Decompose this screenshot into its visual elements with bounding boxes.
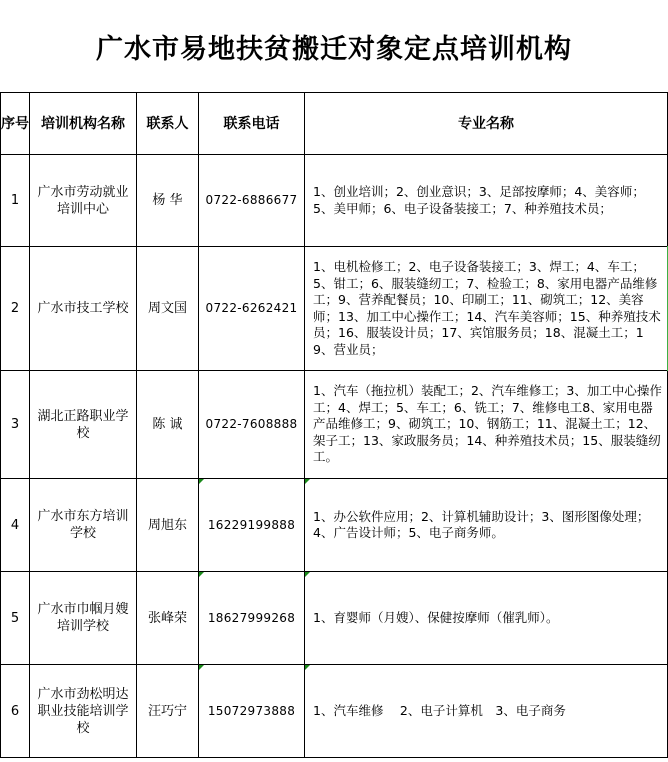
- cell-seq: 2: [1, 247, 30, 371]
- cell-specialty: 1、创业培训；2、创业意识；3、足部按摩师；4、美容师；5、美甲师；6、电子设备装接工；7、种养殖技术员；: [305, 155, 668, 247]
- table-row: [1, 572, 668, 665]
- table-header-row: [1, 93, 668, 155]
- cell-specialty: 1、电机检修工；2、电子设备装接工；3、焊工；4、车工；5、钳工；6、服装缝纫工；7、检验工；8、家用电器产品维修工；9、营养配餐员；10、印刷工；11、砌筑工；12、美容师；13、加工中心操作工；14、汽车美容师；15、种养殖技术员；16、服装设计员；17、宾馆服务员；18、混凝土工；19、营业员；: [305, 247, 668, 371]
- header-contact: 联系人: [137, 93, 199, 155]
- header-phone: 联系电话: [199, 93, 305, 155]
- table-row: [1, 247, 668, 371]
- cell-specialty: 1、汽车（拖拉机）装配工；2、汽车维修工；3、加工中心操作工；4、焊工；5、车工；6、铣工；7、维修电工8、家用电器产品维修工；9、砌筑工；10、钢筋工；11、混凝土工；12、架子工；13、家政服务员；14、种养殖技术员；15、服装缝纫工。: [305, 371, 668, 479]
- cell-seq: 5: [1, 572, 30, 665]
- page-title: 广水市易地扶贫搬迁对象定点培训机构: [96, 33, 572, 65]
- cell-seq: 6: [1, 665, 30, 758]
- cell-org: 广水市劲松明达职业技能培训学校: [30, 665, 137, 758]
- cell-phone: 0722-7608888: [199, 371, 305, 479]
- cell-seq: 1: [1, 155, 30, 247]
- header-specialty: 专业名称: [305, 93, 668, 155]
- cell-contact: 周文国: [137, 247, 199, 371]
- cell-org: 广水市劳动就业培训中心: [30, 155, 137, 247]
- cell-phone: 15072973888: [199, 665, 305, 758]
- cell-contact: 周旭东: [137, 479, 199, 572]
- cell-specialty: 1、汽车维修 2、电子计算机 3、电子商务: [305, 665, 668, 758]
- cell-org: 广水市技工学校: [30, 247, 137, 371]
- cell-org: 湖北正路职业学校: [30, 371, 137, 479]
- cell-phone: 0722-6886677: [199, 155, 305, 247]
- table-row: [1, 371, 668, 479]
- cell-contact: 杨 华: [137, 155, 199, 247]
- cell-contact: 汪巧宁: [137, 665, 199, 758]
- table-row: [1, 479, 668, 572]
- cell-contact: 张峰荣: [137, 572, 199, 665]
- cell-phone: 16229199888: [199, 479, 305, 572]
- cell-specialty: 1、办公软件应用；2、计算机辅助设计；3、图形图像处理；4、广告设计师；5、电子商务师。: [305, 479, 668, 572]
- cell-specialty: 1、育婴师（月嫂）、保健按摩师（催乳师）。: [305, 572, 668, 665]
- cell-seq: 4: [1, 479, 30, 572]
- training-institutions-table: [0, 92, 668, 758]
- table-row: [1, 665, 668, 758]
- cell-phone: 0722-6262421: [199, 247, 305, 371]
- cell-contact: 陈 诚: [137, 371, 199, 479]
- cell-org: 广水市东方培训学校: [30, 479, 137, 572]
- cell-org: 广水市巾帼月嫂培训学校: [30, 572, 137, 665]
- header-seq: 序号: [1, 93, 30, 155]
- header-org: 培训机构名称: [30, 93, 137, 155]
- cell-phone: 18627999268: [199, 572, 305, 665]
- table-row: [1, 155, 668, 247]
- cell-seq: 3: [1, 371, 30, 479]
